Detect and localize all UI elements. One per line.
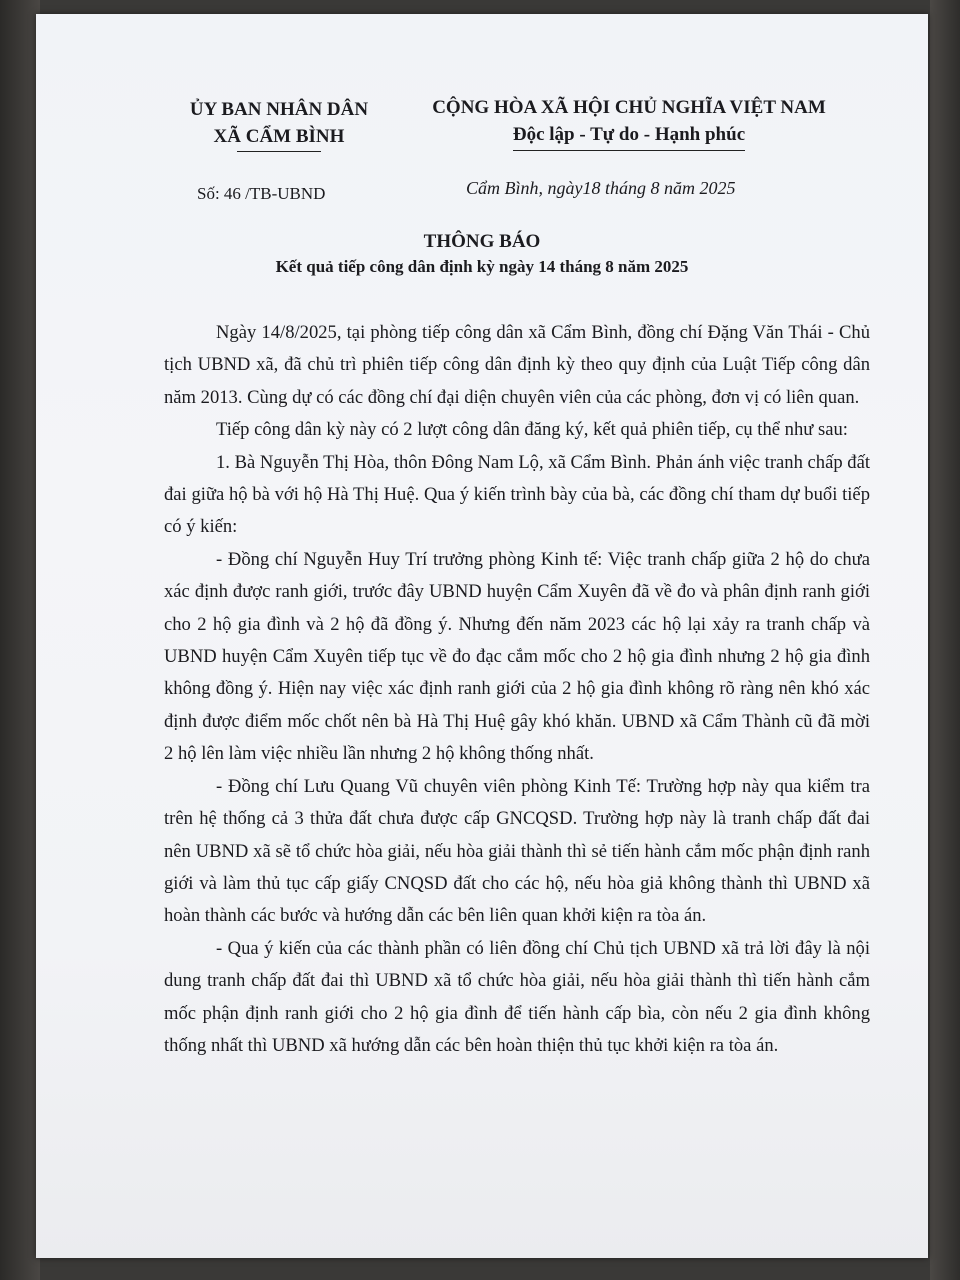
desk-background-right bbox=[930, 0, 960, 1280]
national-header bbox=[414, 94, 844, 151]
national-title: CỘNG HÒA XÃ HỘI CHỦ NGHĨA VIỆT NAM bbox=[432, 97, 826, 118]
paragraph-summary: Tiếp công dân kỳ này có 2 lượt công dân đăng ký, kết quả phiên tiếp, cụ thể như sau: bbox=[216, 419, 848, 441]
document-page bbox=[36, 14, 928, 1258]
paragraph-opinion-economics-head: - Đồng chí Nguyễn Huy Trí trưởng phòng Kinh tế: Việc tranh chấp giữa 2 hộ do chưa xác định được ranh giới, trước đây UBND huyện Cẩm Xuyên đã về đo và phân định ranh giới cho 2 hộ gia đình và 2 hộ đã đồng ý. Nhưng đến năm 2023 các hộ lại xảy ra tranh chấp và UBND huyện Cẩm Xuyên tiếp tục về đo đạc cắm mốc cho 2 hộ gia đình nhưng 2 hộ gia đình không đồng ý. Hiện nay việc xác định ranh giới của 2 hộ gia đình không rõ ràng nên khó xác định được điểm mốc chốt nên bà Hà Thị Huệ gây khó khăn. UBND xã Cẩm Thành cũ đã mời 2 hộ lên làm việc nhiều lần nhưng 2 hộ không thống nhất. bbox=[164, 548, 870, 765]
document-body bbox=[164, 317, 870, 1062]
paragraph-case-1: 1. Bà Nguyễn Thị Hòa, thôn Đông Nam Lộ, xã Cẩm Bình. Phản ánh việc tranh chấp đất đai giữa hộ bà với hộ Hà Thị Huệ. Qua ý kiến trình bày của bà, các đồng chí tham dự buổi tiếp có ý kiến: bbox=[164, 451, 870, 538]
paragraph-intro: Ngày 14/8/2025, tại phòng tiếp công dân xã Cẩm Bình, đồng chí Đặng Văn Thái - Chủ tịch UBND xã, đã chủ trì phiên tiếp công dân định kỳ theo quy định của Luật Tiếp công dân năm 2013. Cùng dự có các đồng chí đại diện chuyên viên của các phòng, đơn vị có liên quan. bbox=[164, 322, 870, 408]
paragraph-opinion-specialist: - Đồng chí Lưu Quang Vũ chuyên viên phòng Kinh Tế: Trường hợp này qua kiểm tra trên hệ thống cả 3 thửa đất chưa được cấp GNCQSD. Trường hợp này là tranh chấp đất đai nên UBND xã sẽ tổ chức hòa giải, nếu hòa giải thành thì sẻ tiến hành cắm mốc phận định ranh giới và làm thủ tục cấp giấy CNQSD đất cho các hộ, nếu hòa giả không thành thì UBND xã hoàn thành các bước và hướng dẫn các bên liên quan khởi kiện ra tòa án. bbox=[164, 775, 870, 927]
desk-background-left bbox=[0, 0, 40, 1280]
paragraph-chairman-conclusion: - Qua ý kiến của các thành phần có liên đồng chí Chủ tịch UBND xã trả lời đây là nội dung tranh chấp đất đai thì UBND xã tổ chức hòa giải, nếu hòa giải thành thì tiến hành cắm mốc phận định ranh giới cho 2 hộ gia đình để tiến hành cấp bìa, còn nếu 2 gia đình không thống nhất thì UBND xã hướng dẫn các bên hoàn thiện thủ tục khởi kiện ra tòa án. bbox=[164, 937, 870, 1056]
agency-underline bbox=[237, 151, 321, 152]
commune-name: XÃ CẨM BÌNH bbox=[213, 126, 345, 147]
place-and-date: Cẩm Bình, ngày18 tháng 8 năm 2025 bbox=[466, 178, 736, 198]
document-subtitle: Kết quả tiếp công dân định kỳ ngày 14 tháng 8 năm 2025 bbox=[275, 257, 689, 276]
document-title: THÔNG BÁO bbox=[423, 231, 541, 252]
national-motto: Độc lập - Tự do - Hạnh phúc bbox=[513, 121, 745, 151]
document-number: Số: 46 /TB-UBND bbox=[197, 184, 326, 203]
agency-name: ỦY BAN NHÂN DÂN bbox=[189, 99, 369, 120]
agency-header bbox=[174, 96, 384, 152]
